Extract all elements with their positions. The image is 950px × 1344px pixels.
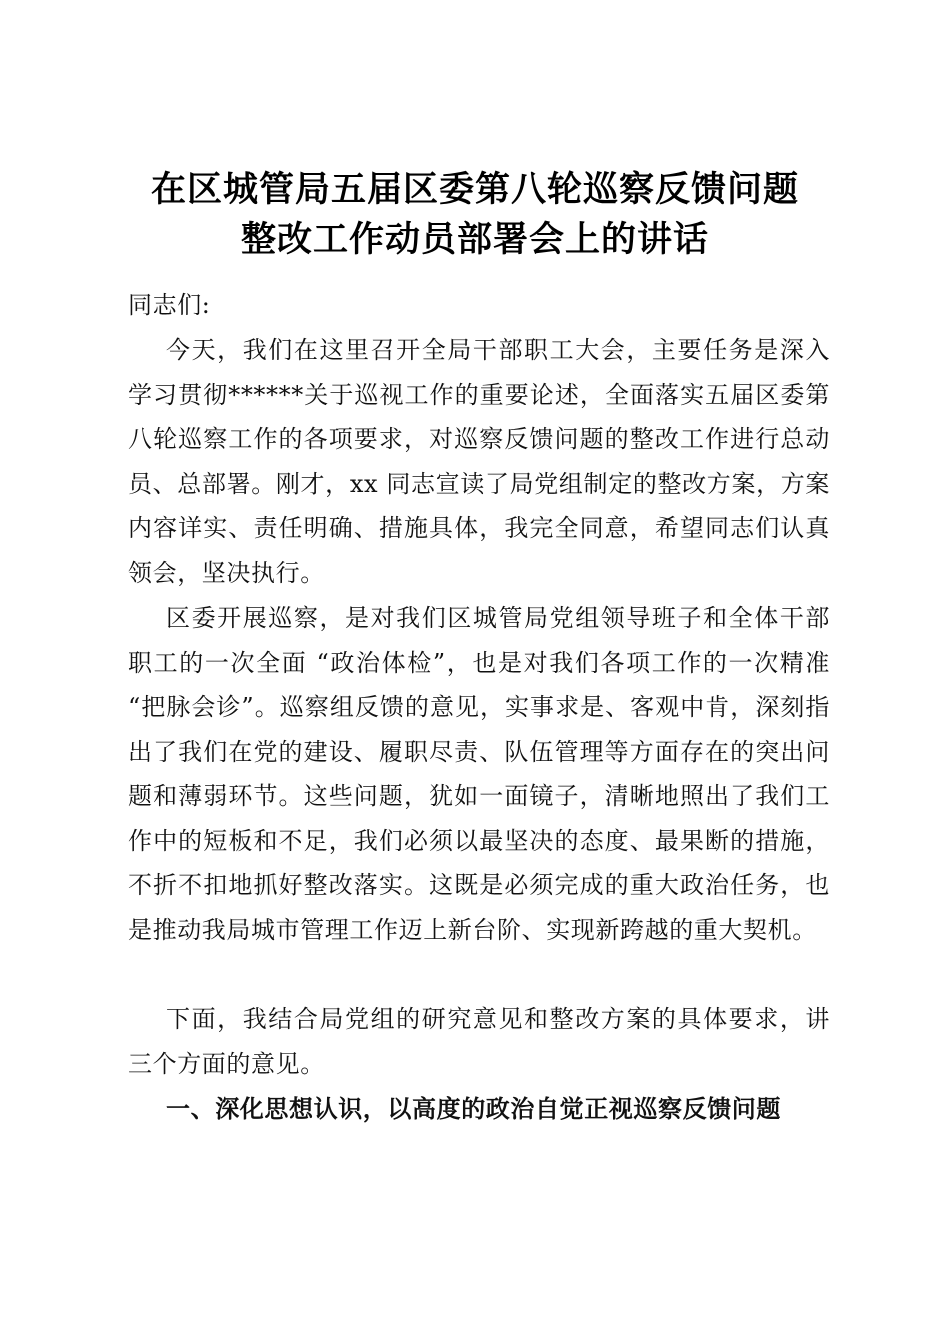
salutation: 同志们: — [128, 291, 211, 319]
paragraph-2: 区委开展巡察，是对我们区城管局党组领导班子和全体干部职工的一次全面 “政治体检”，也是对我们各项工作的一次精准 “把脉会诊”。巡察组反馈的意见，实事求是、客观中肯，深刻指出了我们在党的建设、履职尽责、队伍管理等方面存在的突出问题和薄弱环节。这些问题，犹如一面镜子，清晰地照出了我们工作中的短板和不足，我们必须以最坚决的态度、最果断的措施，不折不扣地抓好整改落实。这既是必须完成的重大政治任务，也是推动我局城市管理工作迈上新台阶、实现新跨越的重大契机。 — [128, 604, 830, 944]
section-heading: 一、深化思想认识，以高度的政治自觉正视巡察反馈问题 — [166, 1095, 781, 1123]
document-title-line-1: 在区城管局五届区委第八轮巡察反馈问题 — [150, 170, 799, 210]
document-title-line-2: 整改工作动员部署会上的讲话 — [240, 220, 709, 260]
paragraph-3: 下面，我结合局党组的研究意见和整改方案的具体要求，讲三个方面的意见。 — [128, 1005, 830, 1078]
paragraph-1: 今天，我们在这里召开全局干部职工大会，主要任务是深入学习贯彻******关于巡视工作的重要论述，全面落实五届区委第八轮巡察工作的各项要求，对巡察反馈问题的整改工作进行总动员、总部署。刚才，xx 同志宣读了局党组制定的整改方案，方案内容详实、责任明确、措施具体，我完全同意，希望同志们认真领会，坚决执行。 — [128, 336, 830, 587]
